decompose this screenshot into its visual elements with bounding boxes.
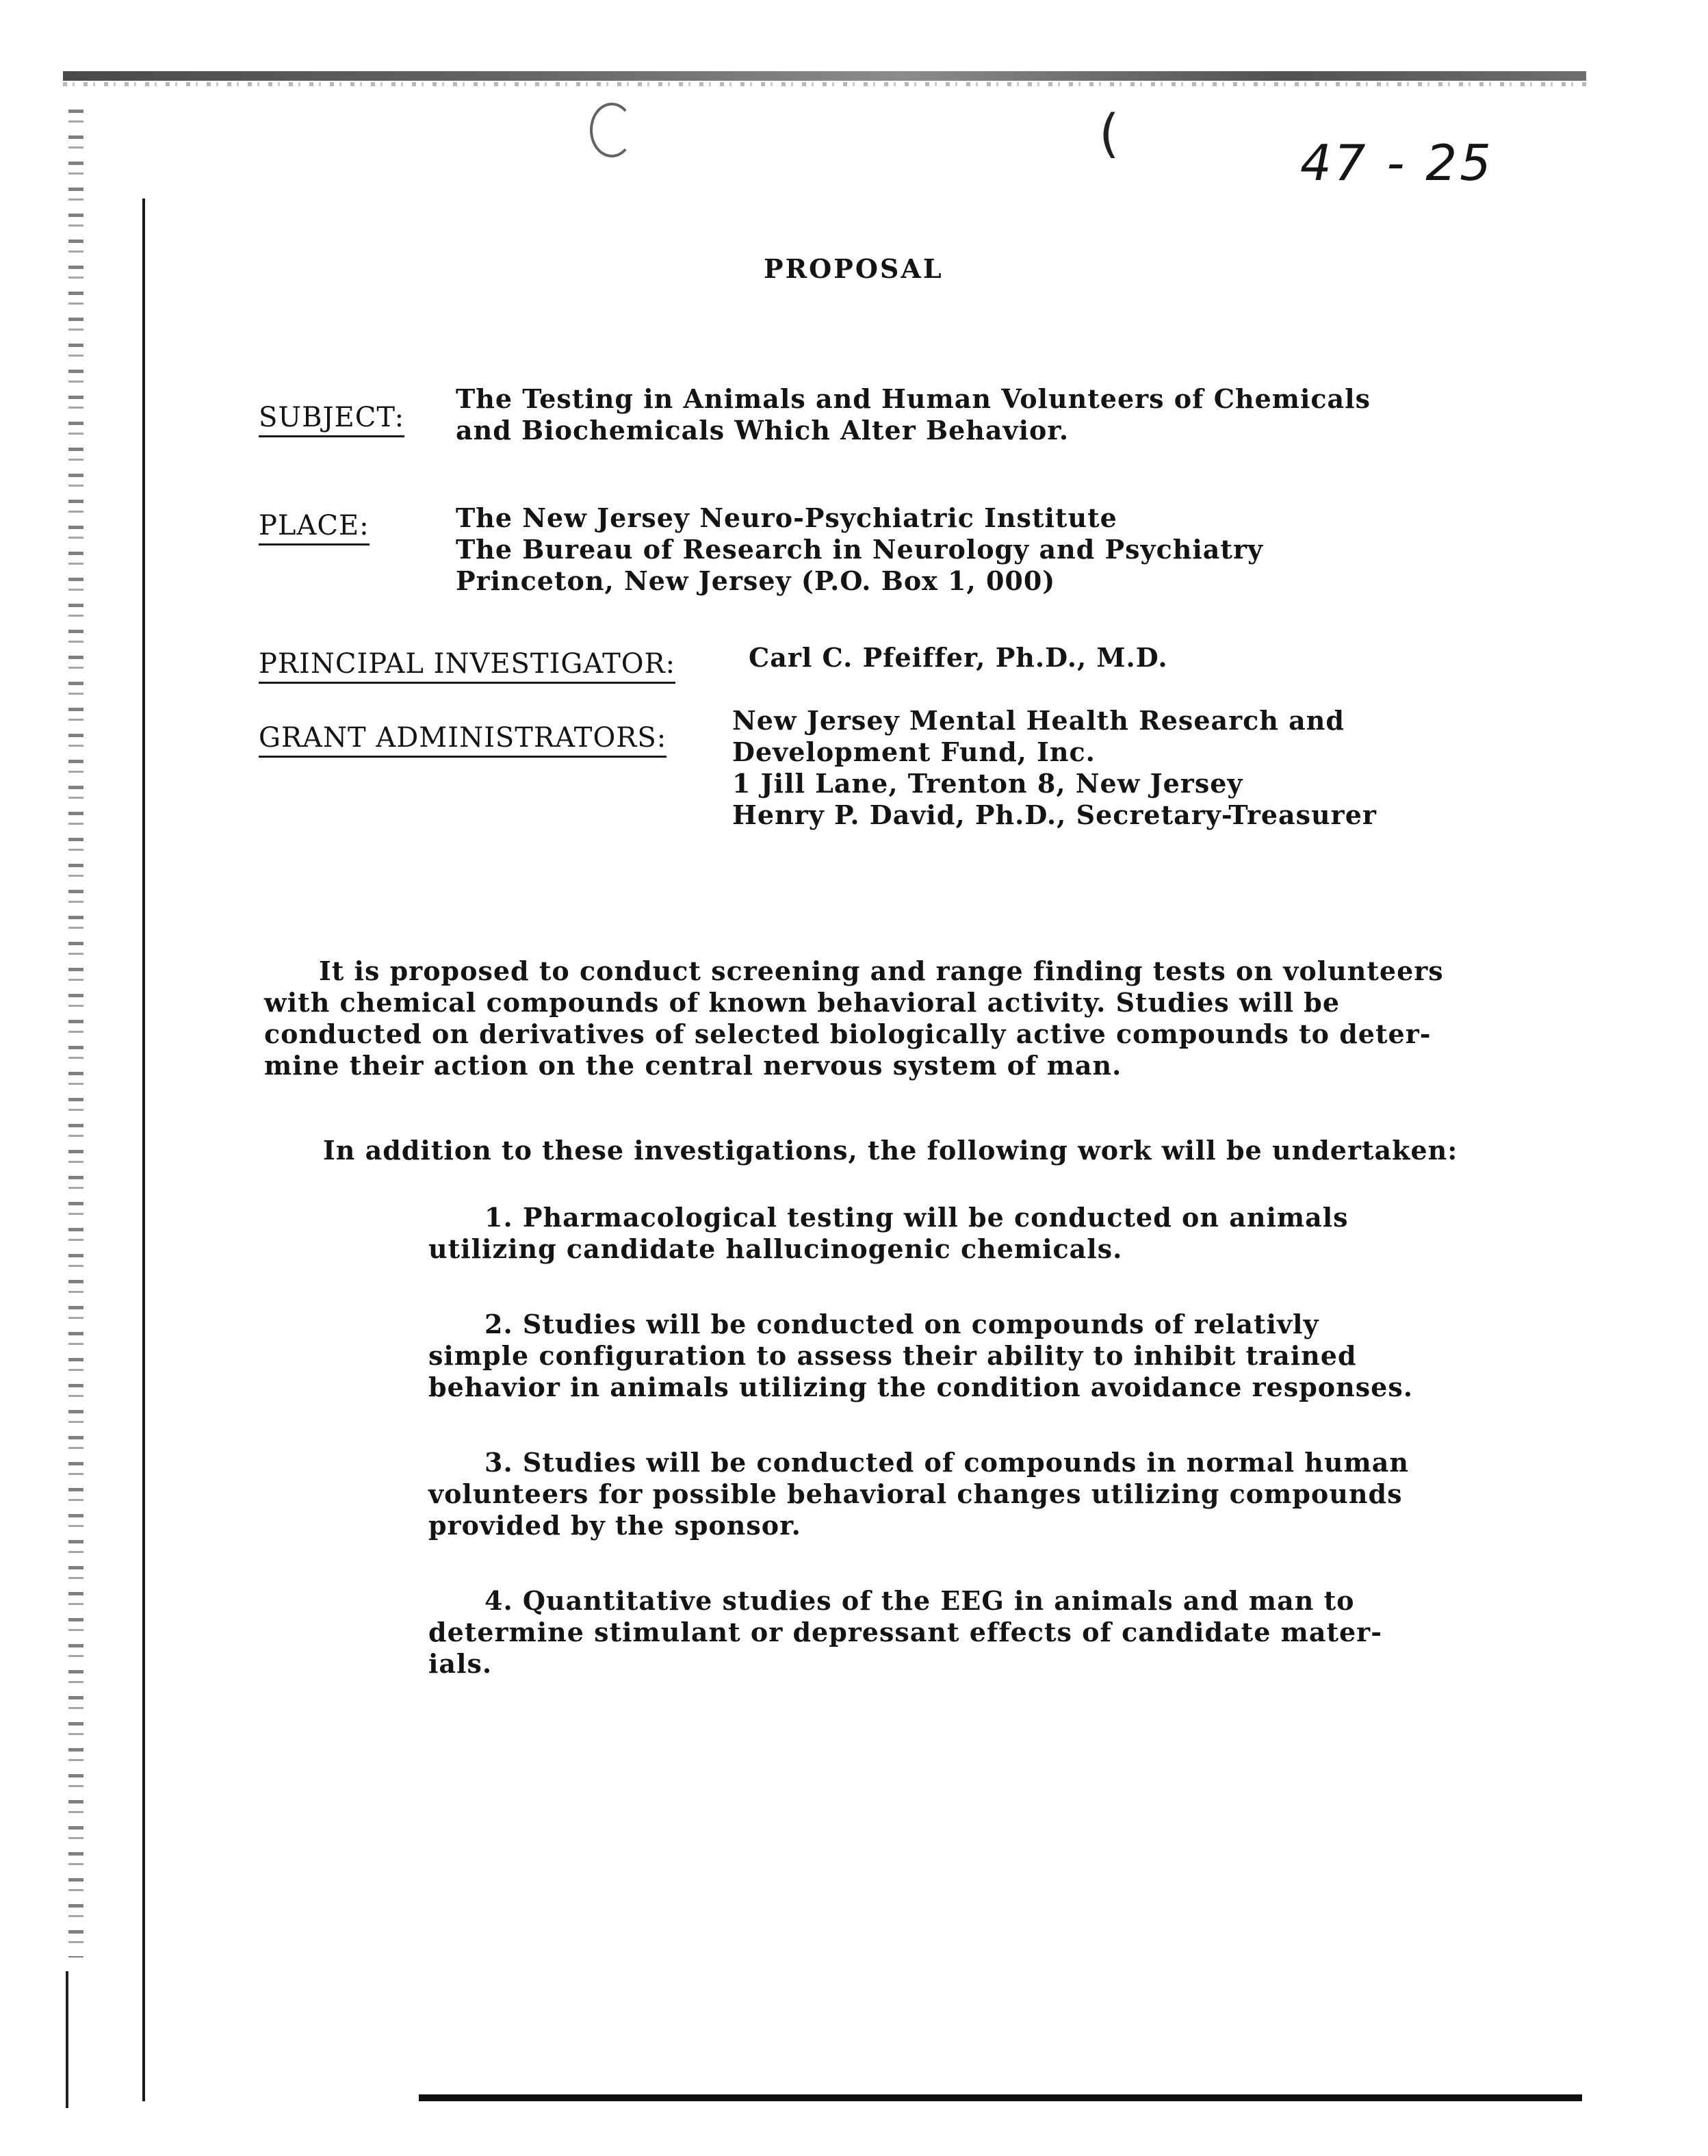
handwritten-circle-mark: [590, 103, 634, 157]
grant-administrators-line: Development Fund, Inc.: [732, 736, 1096, 767]
list-item-line: simple configuration to assess their ability to inhibit trained: [428, 1340, 1357, 1371]
grant-administrators-label: GRANT ADMINISTRATORS:: [259, 720, 667, 758]
list-item: [428, 1202, 1349, 1265]
paragraph-line: conducted on derivatives of selected biologically active compounds to deter-: [264, 1018, 1432, 1049]
list-item-line: 4. Quantitative studies of the EEG in animals and man to: [484, 1585, 1355, 1616]
list-item: [428, 1447, 1409, 1541]
list-item: [428, 1585, 1382, 1680]
list-item-line: 2. Studies will be conducted on compounds of relativly: [484, 1309, 1319, 1339]
grant-administrators-line: Henry P. David, Ph.D., Secretary-Treasurer: [732, 799, 1377, 830]
lead-in-sentence: In addition to these investigations, the following work will be undertaken:: [323, 1135, 1458, 1166]
page-title: PROPOSAL: [764, 253, 944, 284]
principal-investigator-label: PRINCIPAL INVESTIGATOR:: [259, 646, 675, 684]
paragraph-line: mine their action on the central nervous system of man.: [264, 1050, 1122, 1081]
grant-administrators-value: [732, 705, 1377, 831]
subject-value: [456, 383, 1371, 446]
list-item-line: ials.: [428, 1648, 493, 1679]
scan-top-border: [63, 71, 1586, 81]
list-item: [428, 1309, 1413, 1403]
intro-paragraph: [264, 955, 1444, 1081]
list-item-line: utilizing candidate hallucinogenic chemicals.: [428, 1233, 1123, 1264]
principal-investigator-value: Carl C. Pfeiffer, Ph.D., M.D.: [749, 642, 1168, 673]
list-item-line: behavior in animals utilizing the condition avoidance responses.: [428, 1372, 1413, 1402]
paragraph-line: with chemical compounds of known behavioral activity. Studies will be: [264, 987, 1341, 1018]
grant-administrators-line: New Jersey Mental Health Research and: [732, 705, 1345, 736]
subject-line: and Biochemicals Which Alter Behavior.: [456, 415, 1070, 446]
left-margin-rule-lower: [66, 1971, 68, 2108]
place-line: The Bureau of Research in Neurology and Psychiatry: [456, 534, 1264, 565]
bottom-rule: [419, 2094, 1582, 2101]
handwritten-paren-mark: (: [1099, 103, 1120, 164]
place-value: [456, 502, 1263, 597]
grant-administrators-line: 1 Jill Lane, Trenton 8, New Jersey: [732, 768, 1243, 799]
subject-label: SUBJECT:: [259, 400, 404, 437]
scan-left-margin-noise: [68, 110, 83, 1958]
list-item-line: provided by the sponsor.: [428, 1510, 801, 1541]
list-item-line: determine stimulant or depressant effects of candidate mater-: [428, 1617, 1382, 1647]
place-label: PLACE:: [259, 508, 370, 546]
paragraph-line: It is proposed to conduct screening and range finding tests on volunteers: [319, 955, 1444, 986]
list-item-line: 3. Studies will be conducted of compounds in normal human: [484, 1447, 1410, 1478]
handwritten-document-number: 47 - 25: [1300, 134, 1494, 192]
subject-line: The Testing in Animals and Human Volunteers of Chemicals: [456, 383, 1371, 414]
place-line: Princeton, New Jersey (P.O. Box 1, 000): [456, 565, 1056, 596]
place-line: The New Jersey Neuro-Psychiatric Institute: [456, 502, 1117, 533]
list-item-line: volunteers for possible behavioral changes utilizing compounds: [428, 1478, 1403, 1509]
scan-top-noise: [63, 82, 1586, 86]
list-item-line: 1. Pharmacological testing will be conducted on animals: [484, 1202, 1349, 1233]
left-margin-rule: [142, 198, 145, 2101]
